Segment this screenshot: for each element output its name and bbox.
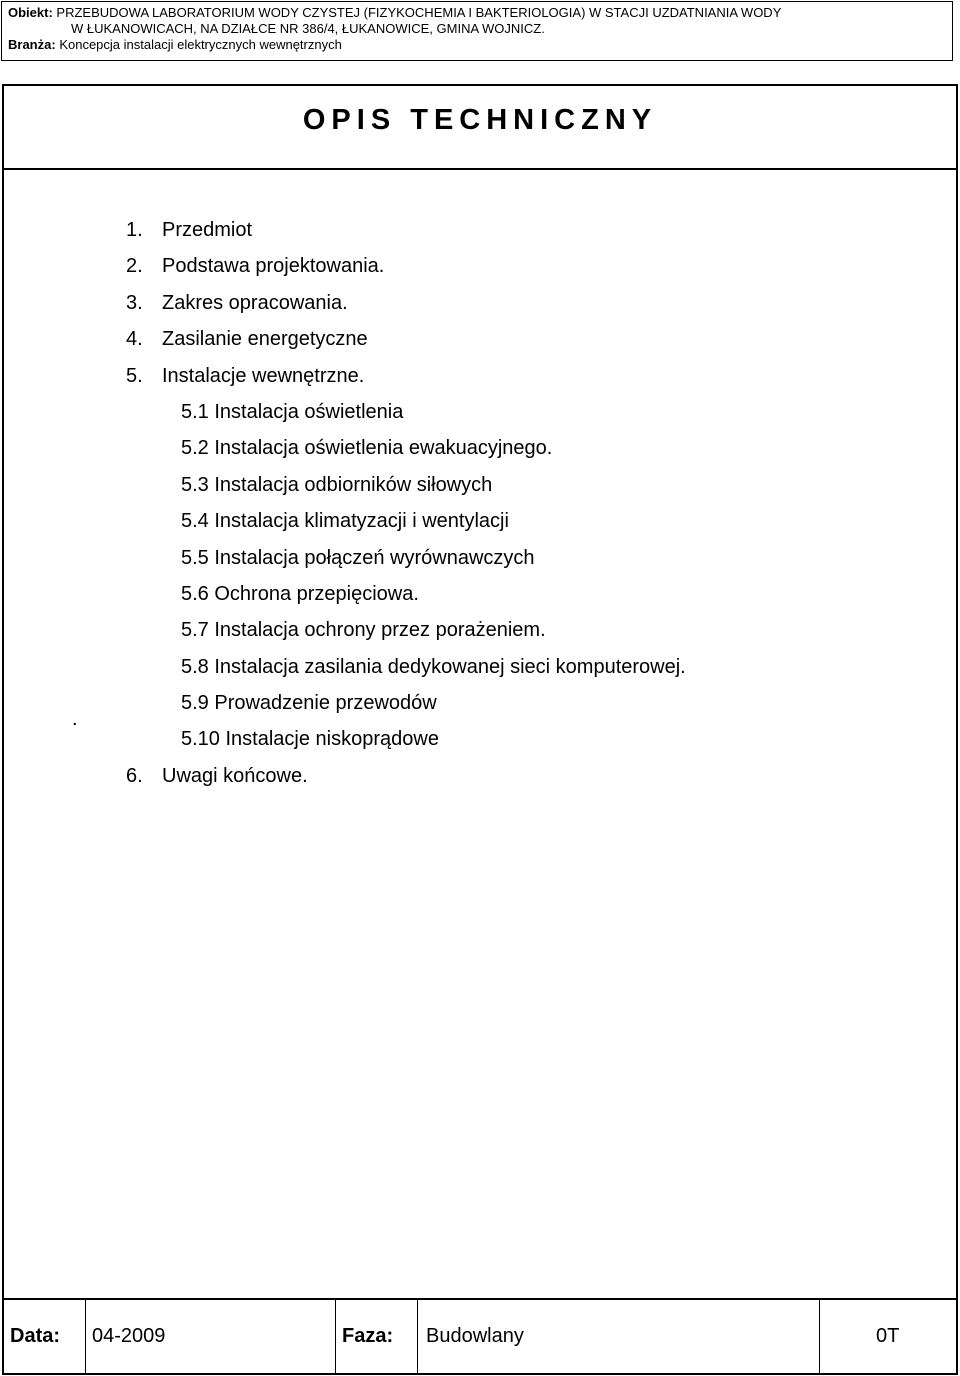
branch-label: Branża: (8, 37, 56, 52)
date-value: 04-2009 (86, 1300, 336, 1373)
toc-item-text: 5.8 Instalacja zasilania dedykowanej sieci komputerowej. (181, 655, 686, 678)
toc-item-text: 5.7 Instalacja ochrony przez porażeniem. (181, 619, 546, 642)
title-box (2, 84, 958, 170)
toc-item (126, 691, 686, 727)
toc-item-text: Przedmiot (162, 219, 253, 241)
toc-item (126, 436, 686, 472)
table-of-contents (126, 218, 686, 800)
object-value-line2: W ŁUKANOWICACH, NA DZIAŁCE NR 386/4, ŁUKANOWICE, GMINA WOJNICZ. (71, 21, 545, 36)
toc-item (126, 618, 686, 654)
toc-item (126, 291, 686, 327)
toc-item-text: 5.5 Instalacja połączeń wyrównawczych (181, 546, 535, 569)
stray-mark: . (72, 708, 78, 730)
page-title: OPIS TECHNICZNY (302, 104, 658, 136)
toc-item (126, 655, 686, 691)
toc-item-number: 2. (126, 255, 143, 278)
document-code: 0T (876, 1325, 900, 1347)
object-value-line1: PRZEBUDOWA LABORATORIUM WODY CZYSTEJ (FIZYKOCHEMIA I BAKTERIOLOGIA) W STACJI UZDATNIANIA WODY (56, 5, 782, 20)
toc-item-text: 5.9 Prowadzenie przewodów (181, 692, 437, 715)
toc-item-number: 1. (126, 219, 143, 241)
toc-item-number: 4. (126, 328, 143, 351)
toc-item-text: 5.4 Instalacja klimatyzacji i wentylacji (181, 510, 509, 533)
toc-item (126, 546, 686, 582)
toc-item (126, 218, 686, 254)
phase-label: Faza: (336, 1300, 418, 1373)
project-header (1, 1, 953, 61)
toc-item (126, 473, 686, 509)
footer-table (2, 1298, 958, 1375)
toc-item-text: 5.1 Instalacja oświetlenia (181, 400, 404, 423)
toc-item-text: Podstawa projektowania. (162, 255, 385, 278)
date-label: Data: (4, 1300, 86, 1373)
toc-item-number: 5. (126, 364, 143, 387)
object-line (8, 5, 946, 21)
toc-item (126, 582, 686, 618)
toc-item-text: Uwagi końcowe. (162, 764, 308, 787)
phase-value: Budowlany (418, 1300, 820, 1373)
toc-item-number: 6. (126, 764, 143, 787)
toc-item-text: Zakres opracowania. (162, 291, 348, 314)
toc-item-text: 5.2 Instalacja oświetlenia ewakuacyjnego. (181, 437, 553, 460)
toc-item (126, 400, 686, 436)
object-label: Obiekt: (8, 5, 53, 20)
toc-item (126, 327, 686, 363)
toc-item (126, 364, 686, 400)
toc-item-text: 5.10 Instalacje niskoprądowe (181, 728, 439, 751)
toc-item-number: 3. (126, 291, 143, 314)
toc-item (126, 509, 686, 545)
toc-item (126, 254, 686, 290)
toc-item (126, 764, 686, 800)
content-area (2, 168, 958, 1300)
branch-value: Koncepcja instalacji elektrycznych wewnętrznych (59, 37, 342, 52)
toc-item-text: 5.3 Instalacja odbiorników siłowych (181, 473, 493, 496)
branch-line (8, 37, 946, 53)
toc-item-text: 5.6 Ochrona przepięciowa. (181, 582, 419, 605)
toc-item-text: Zasilanie energetyczne (162, 328, 368, 351)
toc-item (126, 727, 686, 763)
toc-item-text: Instalacje wewnętrzne. (162, 364, 365, 387)
